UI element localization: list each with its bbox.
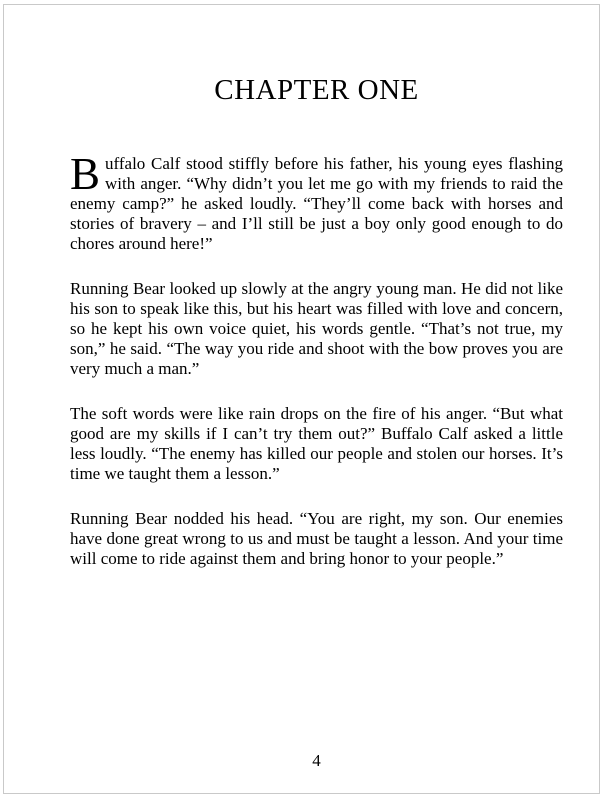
page-number: 4: [312, 751, 321, 770]
paragraph-1-text: uffalo Calf stood stiffly before his father, his young eyes flashing with anger. “Why didn’t you let me go with my friends to raid the enemy camp?” he asked loudly. “They’ll come back with horses and stories of bravery – and I’ll still be just a boy only good enough to do chores around here!”: [70, 154, 563, 253]
chapter-body: [70, 149, 563, 569]
paragraph-4: Running Bear nodded his head. “You are right, my son. Our enemies have done great wrong to us and must be taught a lesson. And your time will come to ride against them and bring honor to your people.”: [70, 509, 563, 568]
book-page: [3, 4, 600, 794]
drop-cap: B: [70, 149, 101, 199]
paragraph-1: [70, 149, 563, 254]
chapter-title: CHAPTER ONE: [214, 74, 419, 106]
paragraph-2: Running Bear looked up slowly at the angry young man. He did not like his son to speak like this, but his heart was filled with love and concern, so he kept his own voice quiet, his words gentle. “That’s not true, my son,” he said. “The way you ride and shoot with the bow proves you are very much a man.”: [70, 279, 563, 378]
paragraph-3: The soft words were like rain drops on the fire of his anger. “But what good are my skills if I can’t try them out?” Buffalo Calf asked a little less loudly. “The enemy has killed our people and stolen our horses. It’s time we taught them a lesson.”: [70, 404, 563, 483]
page-content: [4, 76, 599, 569]
